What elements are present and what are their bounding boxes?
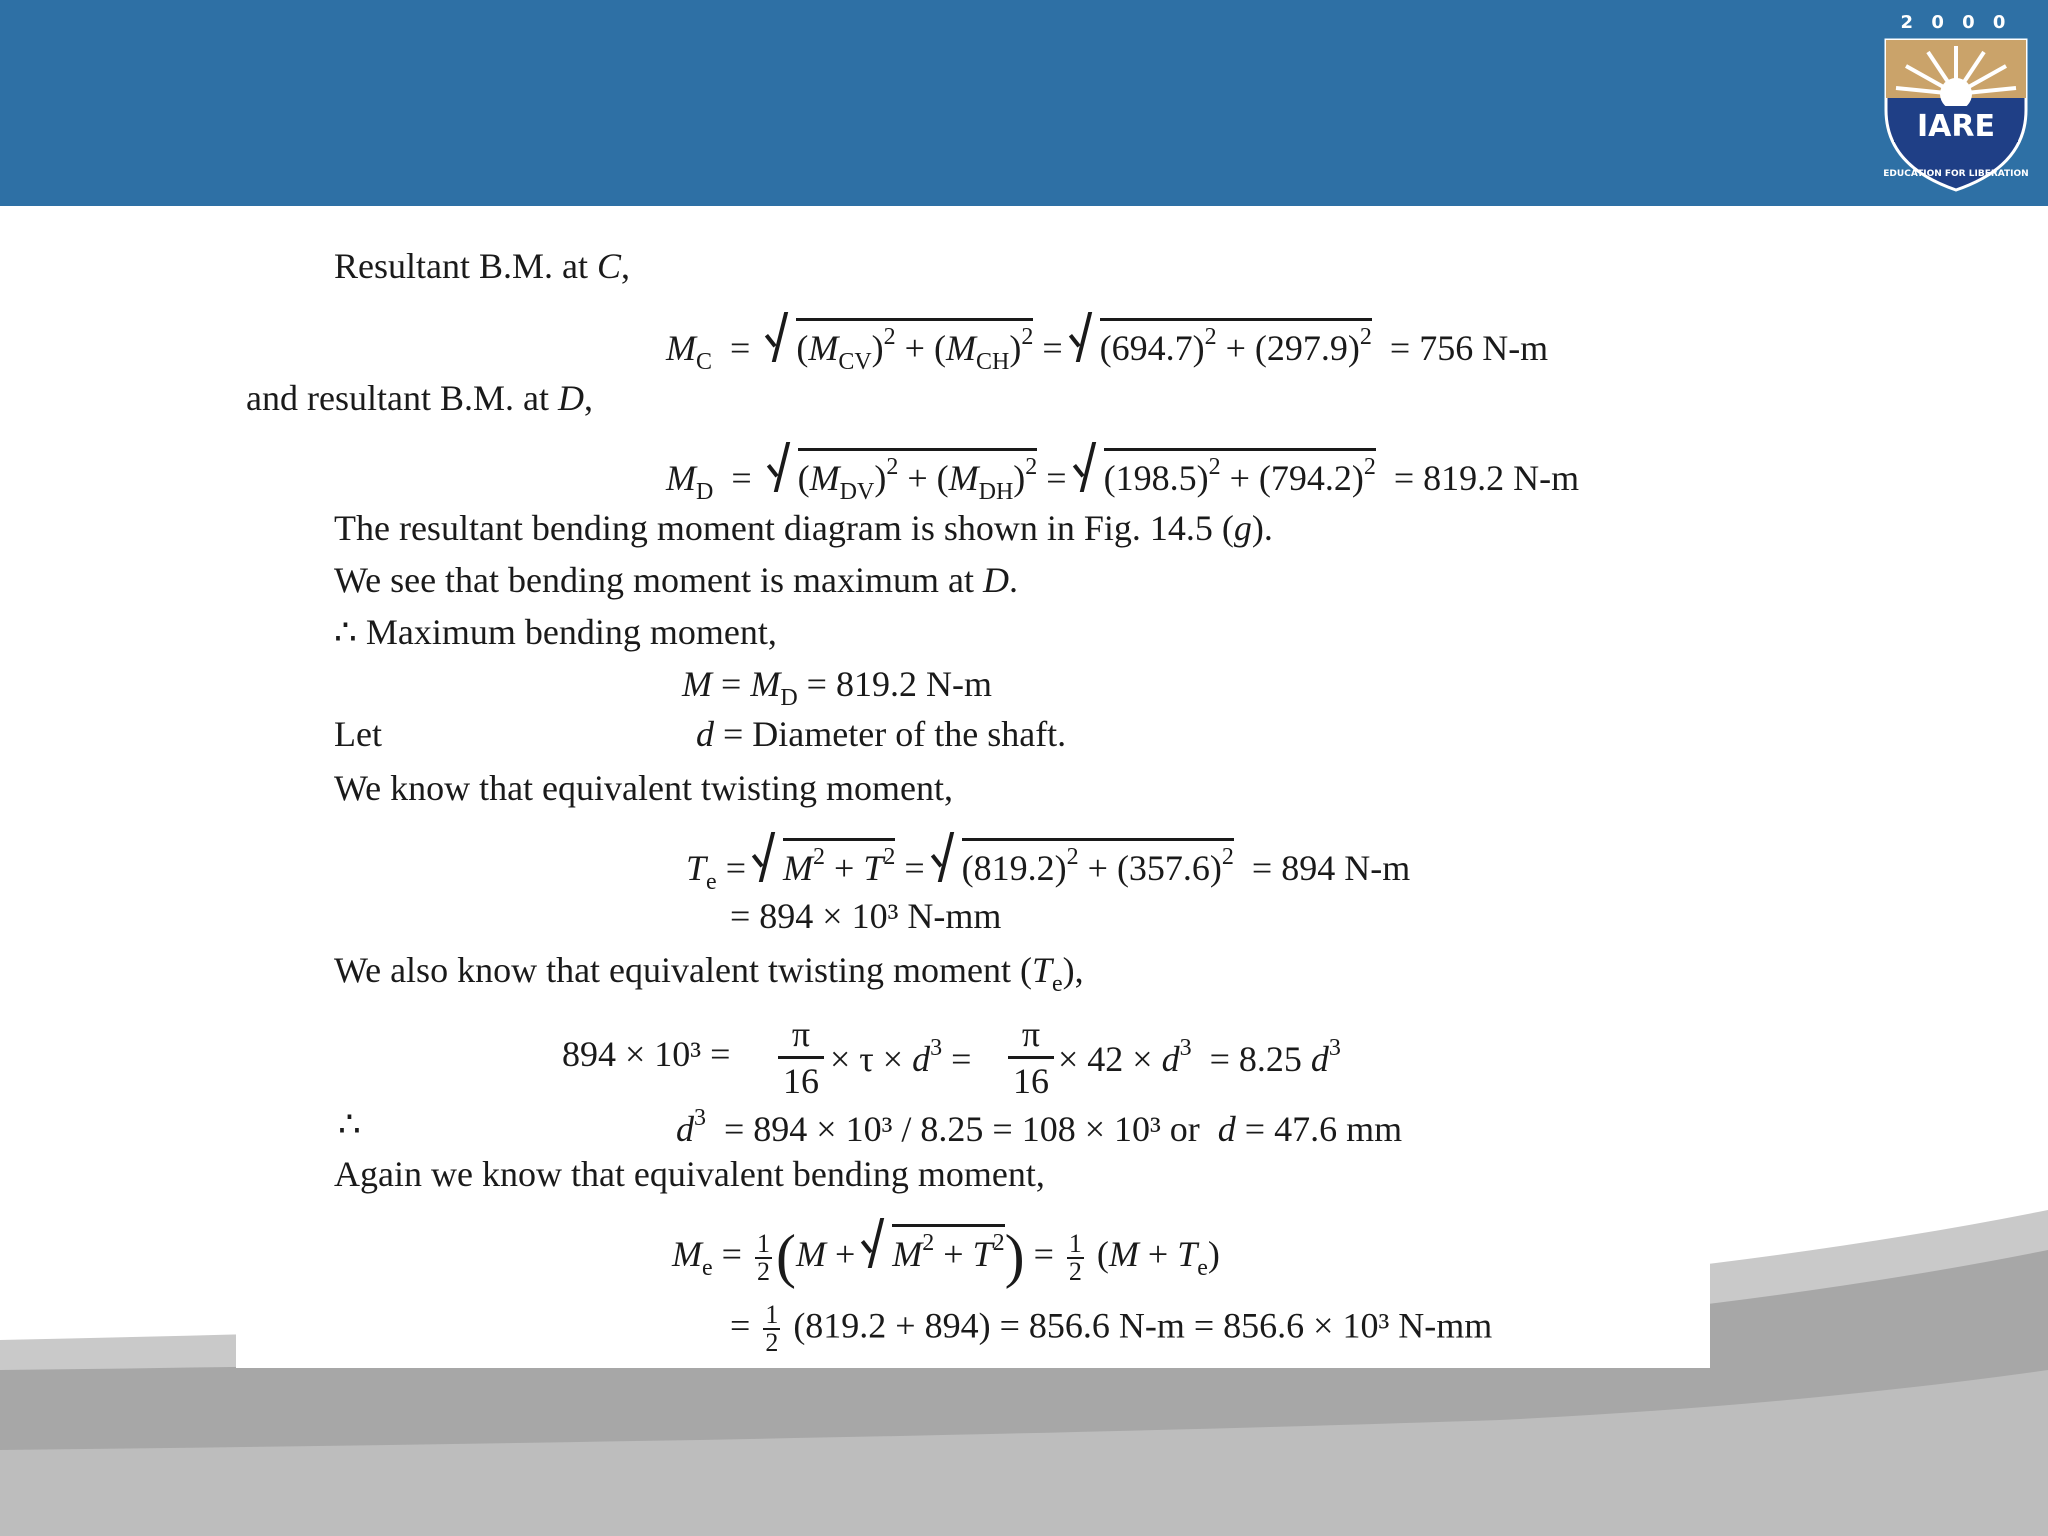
logo-name: IARE [1917, 109, 1995, 144]
equation-mc: $M_C = (M_{CV})^2 + (M_{CH})^2 = (694.7)^2 + (297.9)^2 = 756$ N-m [666, 318, 1548, 374]
line-let: Let [334, 714, 382, 754]
line-resultant-bm-d: and resultant B.M. at D, [246, 378, 593, 418]
line-max-at-d: We see that bending moment is maximum at D. [334, 560, 1018, 600]
equation-dia-tau: × $\tau \times d^3$ = [830, 1035, 972, 1079]
equation-m-max: $M = M_D = 819.2$ N-m [682, 664, 992, 711]
line-max-bm: ∴ Maximum bending moment, [334, 612, 777, 652]
equation-dia-rhs: × $42 \times d^3 = 8.25$ $d^3$ [1058, 1035, 1341, 1079]
equation-md: $M_D = (M_{DV})^2 + (M_{DH})^2 = (198.5)^2 + (794.2)^2 = 819.2$ N-m [666, 448, 1579, 504]
logo-motto: EDUCATION FOR LIBERATION [1883, 169, 2029, 179]
equation-te-nmm: = 894 × 10³ N-mm [730, 896, 1002, 936]
line-equiv-bending: Again we know that equivalent bending moment, [334, 1154, 1045, 1194]
logo-year: 2 0 0 0 [1900, 12, 2012, 33]
equation-d3: $d^3 = 894 \times 10^3 / 8.25 = 108 \times 10^3$ or d = 47.6 mm [676, 1105, 1403, 1149]
line-diagram-ref: The resultant bending moment diagram is shown in Fig. 14.5 (g). [334, 508, 1273, 548]
line-equiv-twisting-te: We also know that equivalent twisting moment $(T_e)$, [334, 950, 1084, 997]
equation-te: $T_e = M^2 + T^2 = (819.2)^2 + (357.6)^2 = 894$ N-m [686, 838, 1410, 894]
line-resultant-bm-c: Resultant B.M. at C, [334, 246, 631, 286]
line-equiv-twisting: We know that equivalent twisting moment, [334, 768, 953, 808]
equation-dia-lhs: 894 × 10³ = [562, 1034, 731, 1074]
header-bar [0, 0, 2048, 206]
iare-logo [1866, 6, 2046, 202]
fraction-pi-16-b: $\frac{\pi}{16}$ [1008, 1016, 1054, 1099]
equation-me-result: = $\frac{1}{2}$ (819.2 + 894) = 856.6 N-m = 856.6 × 10³ N-mm [730, 1300, 1493, 1357]
fraction-pi-16-a: $\frac{\pi}{16}$ [778, 1016, 824, 1099]
equation-me: $M_e$ = $\frac{1}{2}$ $(M + M^2 + T^2)$ = $\frac{1}{2}$ $(M + T_e)$ [672, 1223, 1220, 1289]
equation-d-def: d = Diameter of the shaft. [696, 714, 1067, 754]
symbol-therefore: ∴ [338, 1104, 361, 1144]
